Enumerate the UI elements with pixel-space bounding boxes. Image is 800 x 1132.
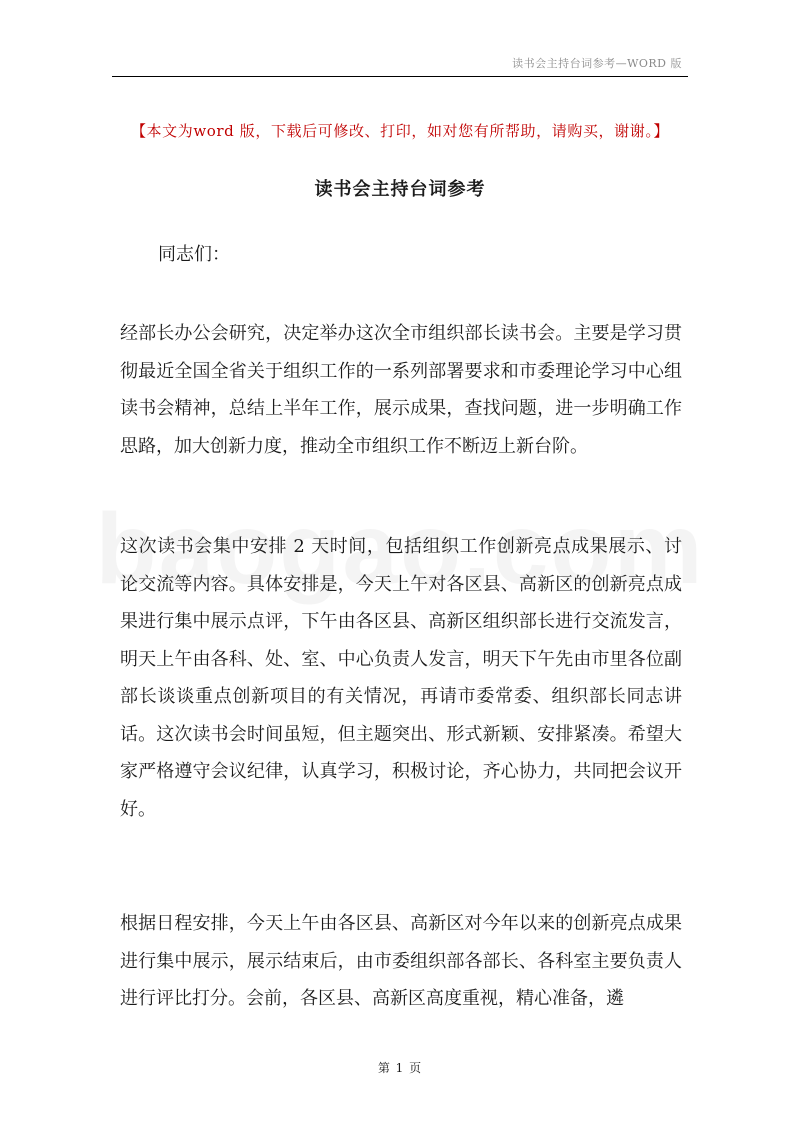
header-divider (112, 76, 688, 77)
salutation: 同志们： (158, 244, 230, 265)
running-header: 读书会主持台词参考—WORD 版 (512, 57, 682, 70)
document-title: 读书会主持台词参考 (314, 179, 486, 200)
paragraph-3: 根据日程安排，今天上午由各区县、高新区对今年以来的创新亮点成果进行集中展示，展示结束后，由市委组织部各部长、各科室主要负责人进行评比打分。会前，各区县、高新区高度重视，精心准备，遴 (120, 913, 682, 1009)
page-number: 第 1 页 (377, 1061, 423, 1075)
paragraph-2: 这次读书会集中安排 2 天时间，包括组织工作创新亮点成果展示、讨论交流等内容。具体安排是，今天上午对各区县、高新区的创新亮点成果进行集中展示点评，下午由各区县、高新区组织部长进行交流发言，明天上午由各科、处、室、中心负责人发言，明天下午先由市里各位副部长谈谈重点创新项目的有关情况，再请市委常委、组织部长同志讲话。这次读书会时间虽短，但主题突出、形式新颖、安排紧凑。希望大家严格遵守会议纪律，认真学习，积极讨论，齐心协力，共同把会议开好。 (120, 536, 682, 820)
paragraph-1: 经部长办公会研究，决定举办这次全市组织部长读书会。主要是学习贯彻最近全国全省关于组织工作的一系列部署要求和市委理论学习中心组读书会精神，总结上半年工作，展示成果，查找问题，进一步明确工作思路，加大创新力度，推动全市组织工作不断迈上新台阶。 (120, 323, 682, 457)
word-version-notice: 【本文为word 版，下载后可修改、打印，如对您有所帮助，请购买，谢谢。】 (130, 122, 670, 140)
